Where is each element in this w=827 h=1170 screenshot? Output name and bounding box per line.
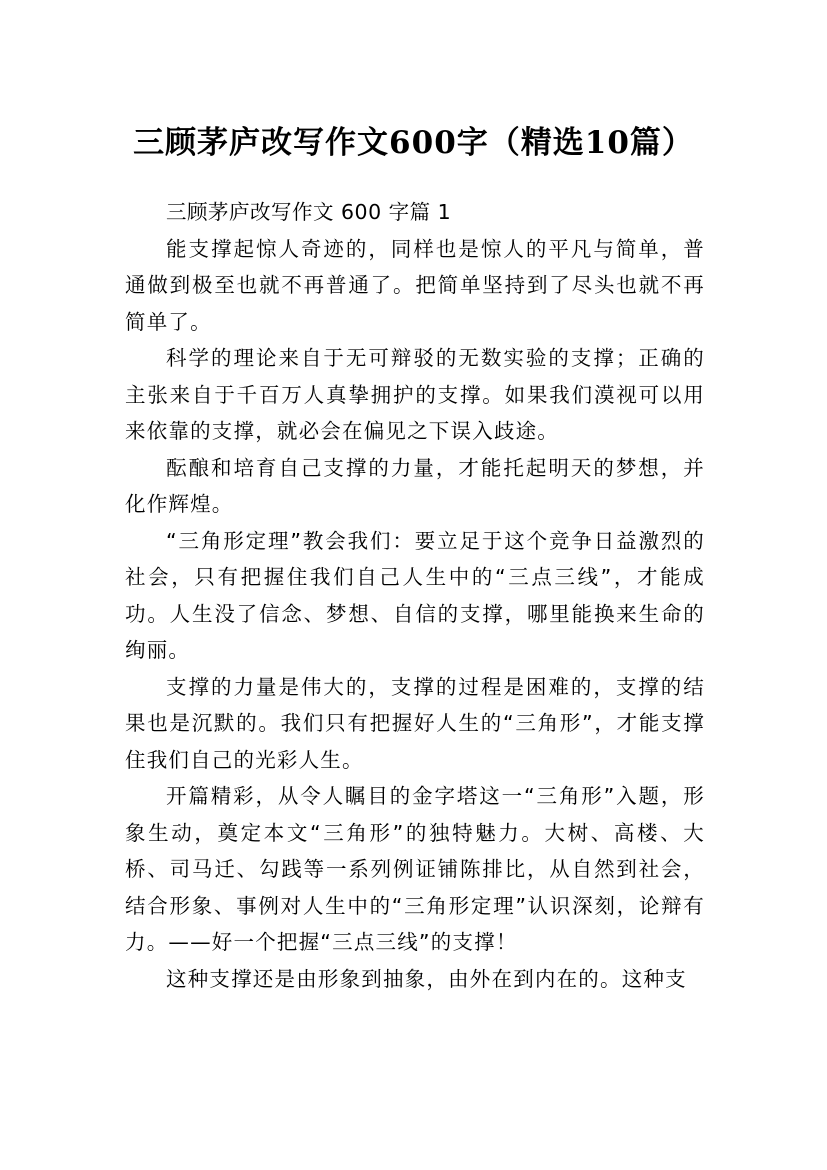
- paragraph: “三角形定理”教会我们：要立足于这个竞争日益激烈的社会，只有把握住我们自己人生中的“三点三线”，才能成功。人生没了信念、梦想、自信的支撑，哪里能换来生命的绚丽。: [125, 528, 705, 662]
- document-body: [125, 194, 705, 997]
- paragraph: 这种支撑还是由形象到抽象，由外在到内在的。这种支: [166, 966, 687, 991]
- document-title: 三顾茅庐改写作文600字（精选10篇）: [133, 124, 694, 161]
- paragraph: 酝酿和培育自己支撑的力量，才能托起明天的梦想，并化作辉煌。: [125, 455, 705, 516]
- paragraph: 能支撑起惊人奇迹的，同样也是惊人的平凡与简单，普通做到极至也就不再普通了。把简单坚持到了尽头也就不再简单了。: [125, 236, 705, 334]
- section-heading: 三顾茅庐改写作文 600 字篇 1: [166, 200, 452, 224]
- paragraph: 支撑的力量是伟大的，支撑的过程是困难的，支撑的结果也是沉默的。我们只有把握好人生的“三角形”，才能支撑住我们自己的光彩人生。: [125, 674, 705, 772]
- paragraph: 开篇精彩，从令人瞩目的金字塔这一“三角形”入题，形象生动，奠定本文“三角形”的独特魅力。大树、高楼、大桥、司马迁、勾践等一系列例证铺陈排比，从自然到社会，结合形象、事例对人生中的“三角形定理”认识深刻，论辩有力。——好一个把握“三点三线”的支撑！: [125, 784, 705, 954]
- paragraph: 科学的理论来自于无可辩驳的无数实验的支撑；正确的主张来自于千百万人真挚拥护的支撑。如果我们漠视可以用来依靠的支撑，就必会在偏见之下误入歧途。: [125, 346, 705, 443]
